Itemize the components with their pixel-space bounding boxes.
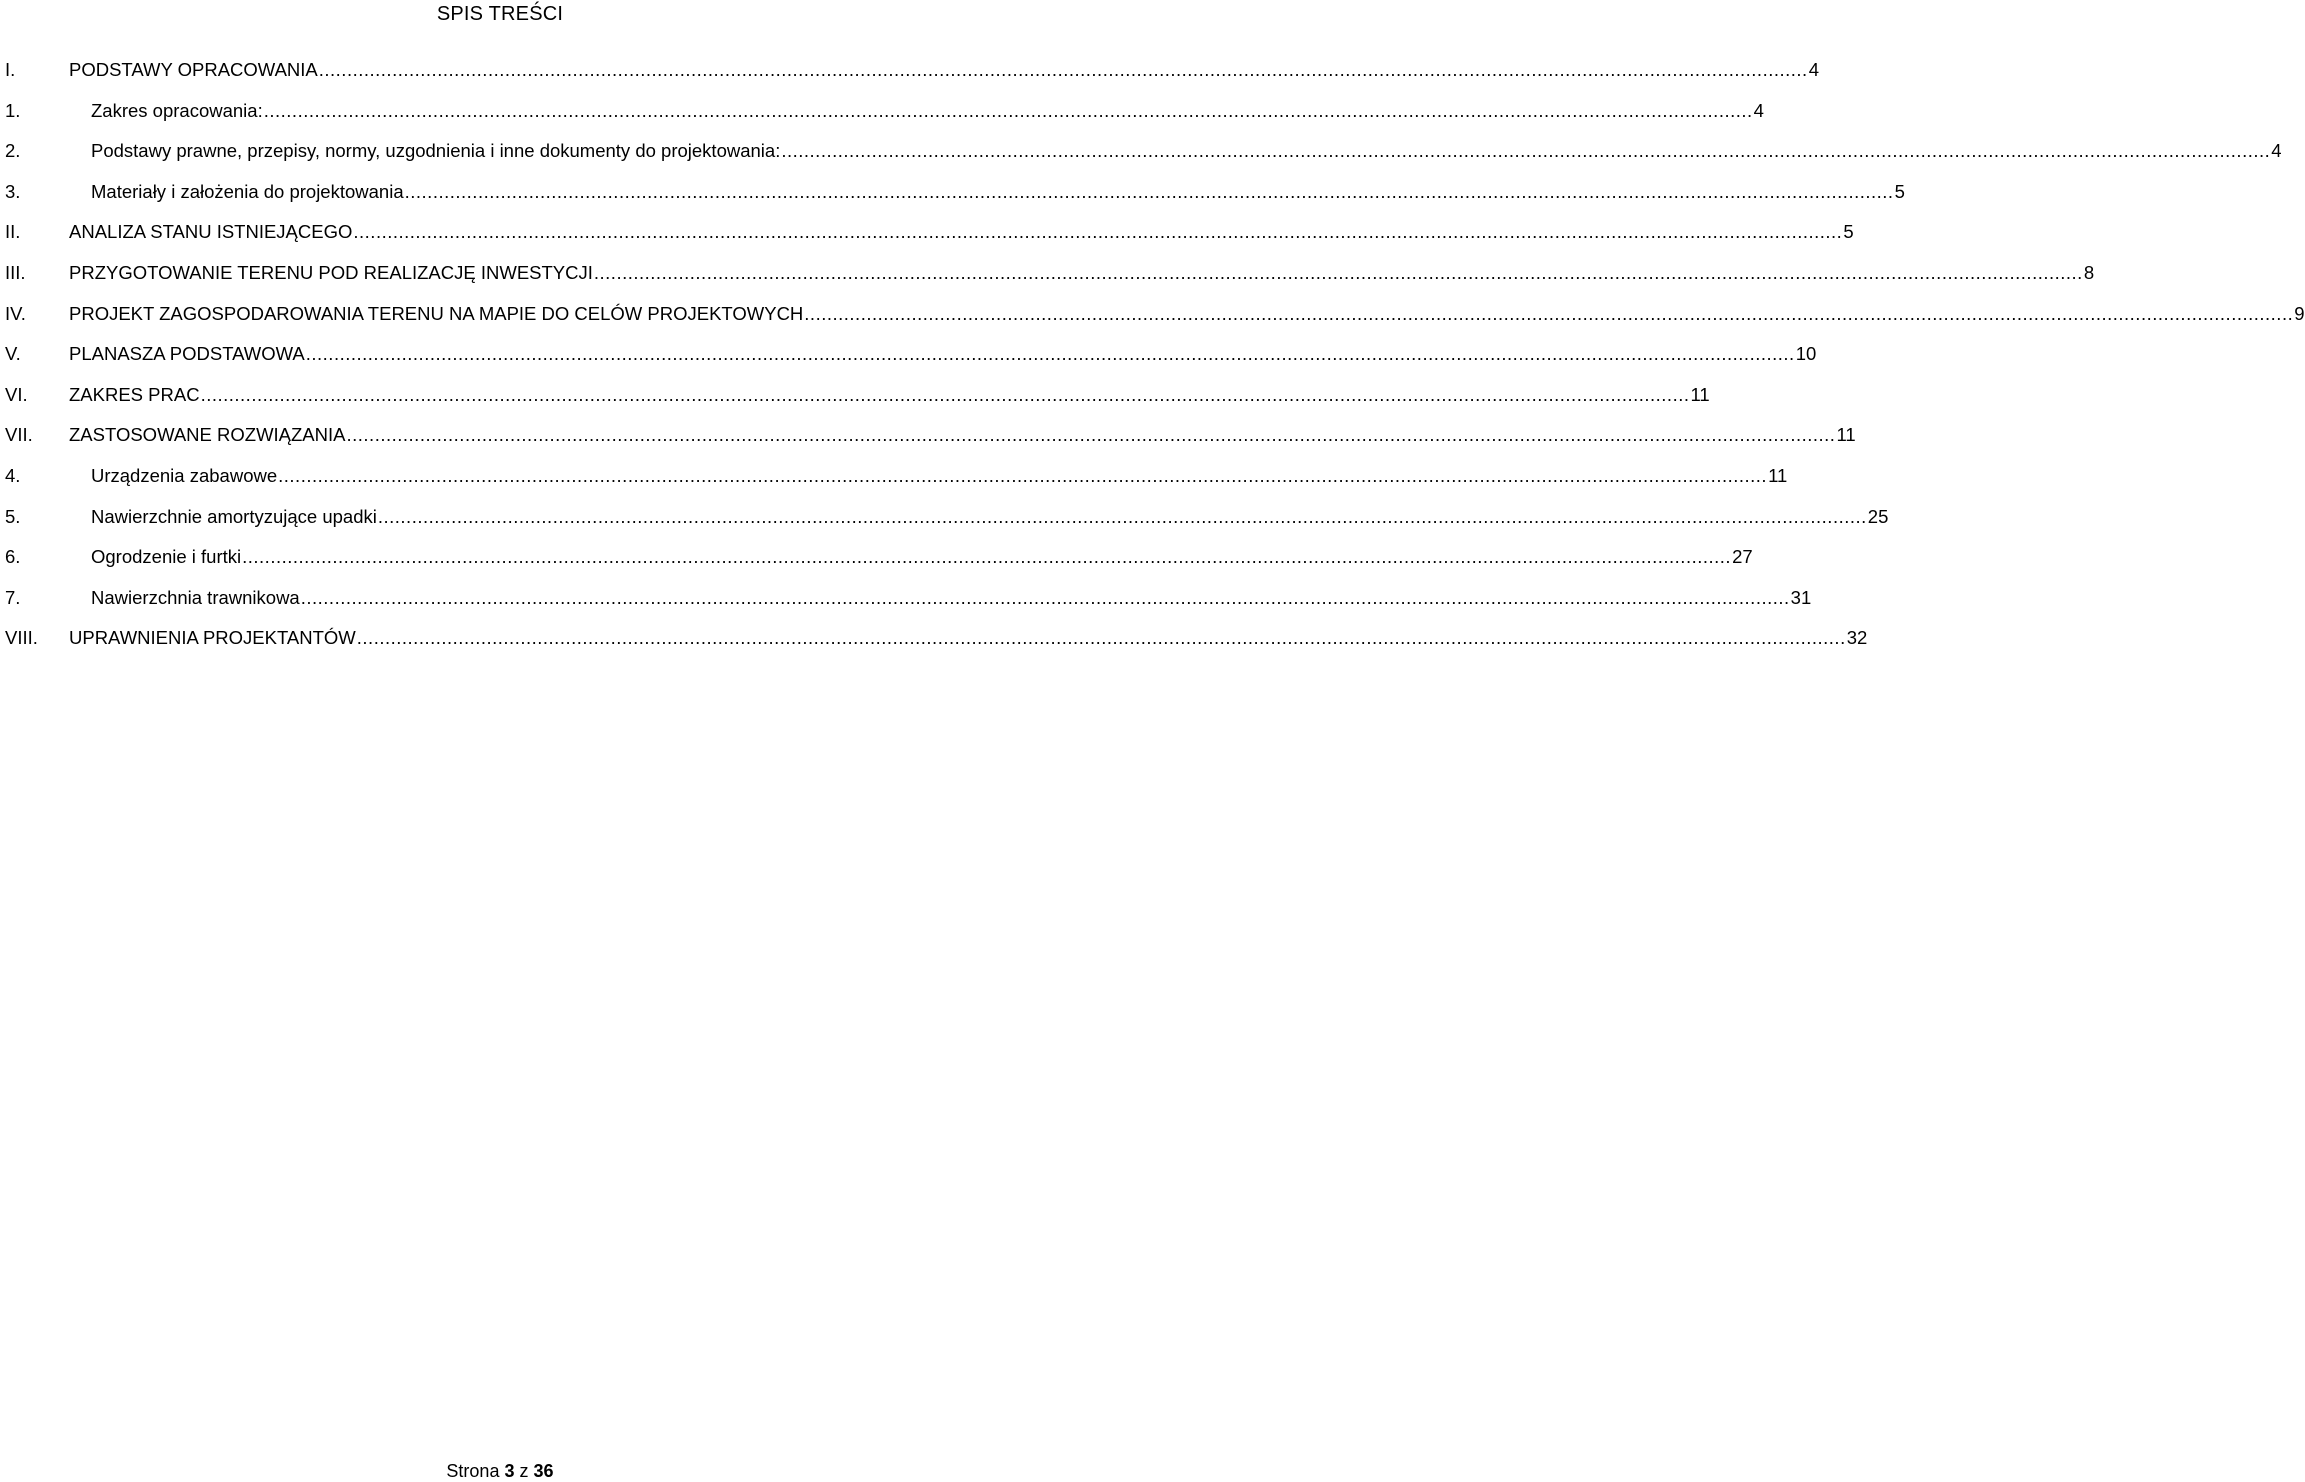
toc-entry-page[interactable]: 4 [1753, 99, 1764, 121]
toc-entry-label[interactable]: PODSTAWY OPRACOWANIA [69, 59, 318, 80]
toc-entry-number: I. [5, 59, 16, 80]
toc-entry[interactable] [5, 586, 1812, 627]
toc-entry-page[interactable]: 9 [2294, 302, 2305, 324]
footer-current-page: 3 [504, 1461, 515, 1481]
toc-entry[interactable] [5, 626, 1868, 667]
toc-entry-page[interactable]: 4 [2271, 140, 2282, 162]
toc-entry[interactable] [5, 545, 1753, 586]
toc-entry-number: VIII. [5, 627, 38, 649]
toc-entry-label[interactable]: Nawierzchnia trawnikowa [91, 586, 300, 608]
toc-leader-dots [319, 58, 1808, 82]
toc-entry-number: II. [5, 221, 21, 243]
toc-entry-number: 2. [5, 140, 21, 162]
footer-prefix: Strona [446, 1461, 500, 1481]
toc-entry-page[interactable]: 5 [1894, 180, 1905, 202]
toc-entry[interactable] [5, 99, 1764, 140]
toc-entry[interactable] [5, 261, 2095, 302]
footer-total-pages: 36 [533, 1461, 554, 1481]
toc-entry-label[interactable]: ANALIZA STANU ISTNIEJĄCEGO [69, 221, 353, 243]
toc-entry-page[interactable]: 8 [2083, 261, 2095, 283]
toc-entry-label[interactable]: Nawierzchnie amortyzujące upadki [91, 505, 377, 527]
toc-entry-number: 6. [5, 546, 21, 568]
toc-entry[interactable] [5, 180, 1905, 221]
toc-entry-page[interactable]: 25 [1867, 505, 1889, 527]
footer-separator: z [519, 1461, 529, 1481]
toc-entry[interactable] [5, 423, 1856, 464]
toc-leader-dots [264, 99, 1753, 123]
toc-entry[interactable] [5, 139, 2282, 180]
toc-entry-label[interactable]: Ogrodzenie i furtki [91, 546, 242, 568]
toc-leader-dots [301, 586, 1790, 610]
toc-leader-dots [378, 505, 1867, 529]
toc-leader-dots [306, 342, 1795, 366]
toc-entry-number: 1. [5, 99, 21, 121]
toc-entry-label[interactable]: PLANASZA PODSTAWOWA [69, 343, 305, 365]
toc-entry-page[interactable]: 4 [1808, 59, 1819, 80]
toc-entry-number: IV. [5, 302, 26, 324]
toc-entry-label[interactable]: ZAKRES PRAC [69, 383, 200, 405]
toc-entry-number: VI. [5, 383, 28, 405]
toc-leader-dots [353, 220, 1842, 244]
toc-title: SPIS TREŚCI [436, 3, 564, 25]
toc-leader-dots [781, 139, 2270, 163]
toc-leader-dots [594, 261, 2083, 285]
toc-entry[interactable] [5, 220, 1854, 261]
toc-entry-page[interactable]: 32 [1846, 627, 1868, 649]
toc-entry-label[interactable]: PRZYGOTOWANIE TERENU POD REALIZACJĘ INWESTYCJI [69, 261, 593, 283]
toc-entry-page[interactable]: 11 [1690, 383, 1710, 405]
toc-entry-label[interactable]: Podstawy prawne, przepisy, normy, uzgodnienia i inne dokumenty do projektowania: [91, 140, 781, 162]
toc-leader-dots [804, 302, 2293, 326]
toc-entry-page[interactable]: 11 [1768, 464, 1788, 486]
toc-entry-label[interactable]: PROJEKT ZAGOSPODAROWANIA TERENU NA MAPIE DO CELÓW PROJEKTOWYCH [69, 302, 804, 324]
toc-entry-number: III. [5, 261, 26, 283]
toc-entry-number: 7. [5, 586, 21, 608]
toc-entry-label[interactable]: ZASTOSOWANE ROZWIĄZANIA [69, 424, 346, 446]
toc-entry[interactable] [5, 383, 1710, 424]
toc-entry-page[interactable]: 11 [1836, 424, 1856, 446]
page-footer [0, 1460, 1000, 1482]
toc-entry[interactable] [5, 58, 1819, 99]
toc-entry-number: V. [5, 343, 21, 365]
toc-entry-page[interactable]: 10 [1795, 343, 1817, 365]
toc-leader-dots [405, 180, 1894, 204]
toc-entry-label[interactable]: UPRAWNIENIA PROJEKTANTÓW [69, 627, 356, 649]
toc-entry-number: VII. [5, 424, 33, 446]
toc-entry[interactable] [5, 505, 1889, 546]
toc-entry[interactable] [5, 302, 2305, 343]
toc-entry-page[interactable]: 5 [1843, 221, 1854, 243]
toc-entry-page[interactable]: 31 [1790, 586, 1812, 608]
toc-entry-label[interactable]: Materiały i założenia do projektowania [91, 180, 404, 202]
toc-entry[interactable] [5, 342, 1817, 383]
toc-leader-dots [201, 383, 1690, 407]
toc-leader-dots [278, 464, 1767, 488]
toc-entry-number: 3. [5, 180, 21, 202]
toc-entry-number: 5. [5, 505, 21, 527]
toc-leader-dots [357, 626, 1846, 650]
toc-entry-page[interactable]: 27 [1732, 546, 1753, 568]
toc-leader-dots [347, 423, 1836, 447]
toc-list [5, 58, 2305, 667]
toc-leader-dots [242, 545, 1731, 569]
toc-entry[interactable] [5, 464, 1788, 505]
toc-entry-label[interactable]: Urządzenia zabawowe [91, 464, 278, 486]
toc-entry-number: 4. [5, 464, 21, 486]
toc-entry-label[interactable]: Zakres opracowania: [91, 99, 263, 121]
